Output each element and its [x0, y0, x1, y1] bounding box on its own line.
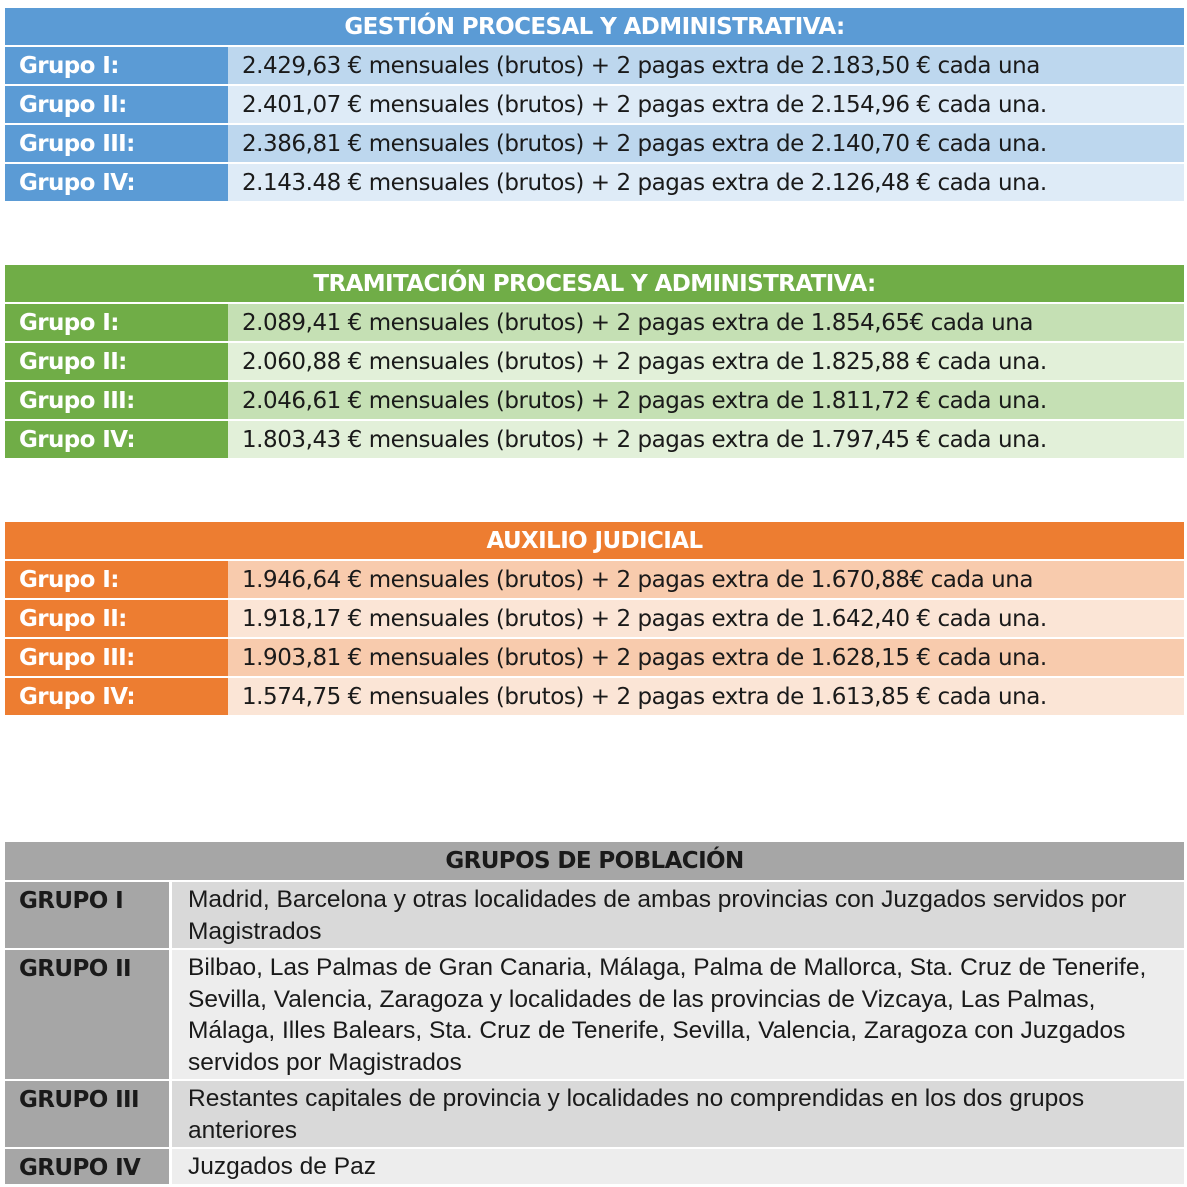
population-group-description: Juzgados de Paz: [171, 1148, 1185, 1184]
table-row: [5, 949, 1184, 1080]
group-label: Grupo IV:: [5, 163, 228, 201]
table-row: [5, 1080, 1184, 1148]
salary-value: 1.946,64 € mensuales (brutos) + 2 pagas extra de 1.670,88€ cada una: [228, 560, 1184, 599]
table-row: [5, 1148, 1184, 1184]
population-group-description: Madrid, Barcelona y otras localidades de ambas provincias con Juzgados servidos por Magistrados: [171, 881, 1185, 949]
table-row: [5, 560, 1184, 599]
population-group-label: GRUPO I: [5, 881, 171, 949]
salary-value: 1.903,81 € mensuales (brutos) + 2 pagas extra de 1.628,15 € cada una.: [228, 638, 1184, 677]
group-label: Grupo III:: [5, 124, 228, 163]
population-group-description: Bilbao, Las Palmas de Gran Canaria, Málaga, Palma de Mallorca, Sta. Cruz de Tenerife, Sevilla, Valencia, Zaragoza y localidades de las provincias de Vizcaya, Las Palmas, Málaga, Illes Balears, Sta. Cruz de Tenerife, Sevilla, Valencia, Zaragoza con Juzgados servidos por Magistrados: [171, 949, 1185, 1080]
group-label: Grupo II:: [5, 85, 228, 124]
auxilio-table-title: AUXILIO JUDICIAL: [5, 522, 1184, 560]
table-row: [5, 85, 1184, 124]
population-group-description: Restantes capitales de provincia y localidades no comprendidas en los dos grupos anteriores: [171, 1080, 1185, 1148]
table-row: [5, 638, 1184, 677]
group-label: Grupo I:: [5, 303, 228, 342]
salary-value: 1.918,17 € mensuales (brutos) + 2 pagas extra de 1.642,40 € cada una.: [228, 599, 1184, 638]
table-row: [5, 420, 1184, 458]
group-label: Grupo I:: [5, 560, 228, 599]
group-label: Grupo III:: [5, 381, 228, 420]
salary-value: 2.046,61 € mensuales (brutos) + 2 pagas extra de 1.811,72 € cada una.: [228, 381, 1184, 420]
population-group-label: GRUPO III: [5, 1080, 171, 1148]
population-group-label: GRUPO IV: [5, 1148, 171, 1184]
group-label: Grupo IV:: [5, 677, 228, 715]
population-table-title: GRUPOS DE POBLACIÓN: [5, 842, 1184, 881]
table-row: [5, 303, 1184, 342]
tramitacion-salary-table: [5, 265, 1184, 458]
salary-value: 2.401,07 € mensuales (brutos) + 2 pagas extra de 2.154,96 € cada una.: [228, 85, 1184, 124]
table-row: [5, 342, 1184, 381]
salary-value: 2.089,41 € mensuales (brutos) + 2 pagas extra de 1.854,65€ cada una: [228, 303, 1184, 342]
salary-value: 1.803,43 € mensuales (brutos) + 2 pagas extra de 1.797,45 € cada una.: [228, 420, 1184, 458]
table-row: [5, 381, 1184, 420]
group-label: Grupo I:: [5, 46, 228, 85]
gestion-table-title: GESTIÓN PROCESAL Y ADMINISTRATIVA:: [5, 8, 1184, 46]
salary-value: 2.060,88 € mensuales (brutos) + 2 pagas extra de 1.825,88 € cada una.: [228, 342, 1184, 381]
group-label: Grupo II:: [5, 599, 228, 638]
population-groups-table: [5, 842, 1184, 1184]
salary-value: 2.429,63 € mensuales (brutos) + 2 pagas extra de 2.183,50 € cada una: [228, 46, 1184, 85]
salary-value: 2.386,81 € mensuales (brutos) + 2 pagas extra de 2.140,70 € cada una.: [228, 124, 1184, 163]
table-row: [5, 677, 1184, 715]
table-row: [5, 46, 1184, 85]
table-row: [5, 163, 1184, 201]
population-group-label: GRUPO II: [5, 949, 171, 1080]
group-label: Grupo III:: [5, 638, 228, 677]
group-label: Grupo IV:: [5, 420, 228, 458]
table-row: [5, 599, 1184, 638]
table-row: [5, 881, 1184, 949]
salary-value: 2.143.48 € mensuales (brutos) + 2 pagas extra de 2.126,48 € cada una.: [228, 163, 1184, 201]
table-row: [5, 124, 1184, 163]
group-label: Grupo II:: [5, 342, 228, 381]
tramitacion-table-title: TRAMITACIÓN PROCESAL Y ADMINISTRATIVA:: [5, 265, 1184, 303]
salary-value: 1.574,75 € mensuales (brutos) + 2 pagas extra de 1.613,85 € cada una.: [228, 677, 1184, 715]
auxilio-salary-table: [5, 522, 1184, 715]
gestion-salary-table: [5, 8, 1184, 201]
